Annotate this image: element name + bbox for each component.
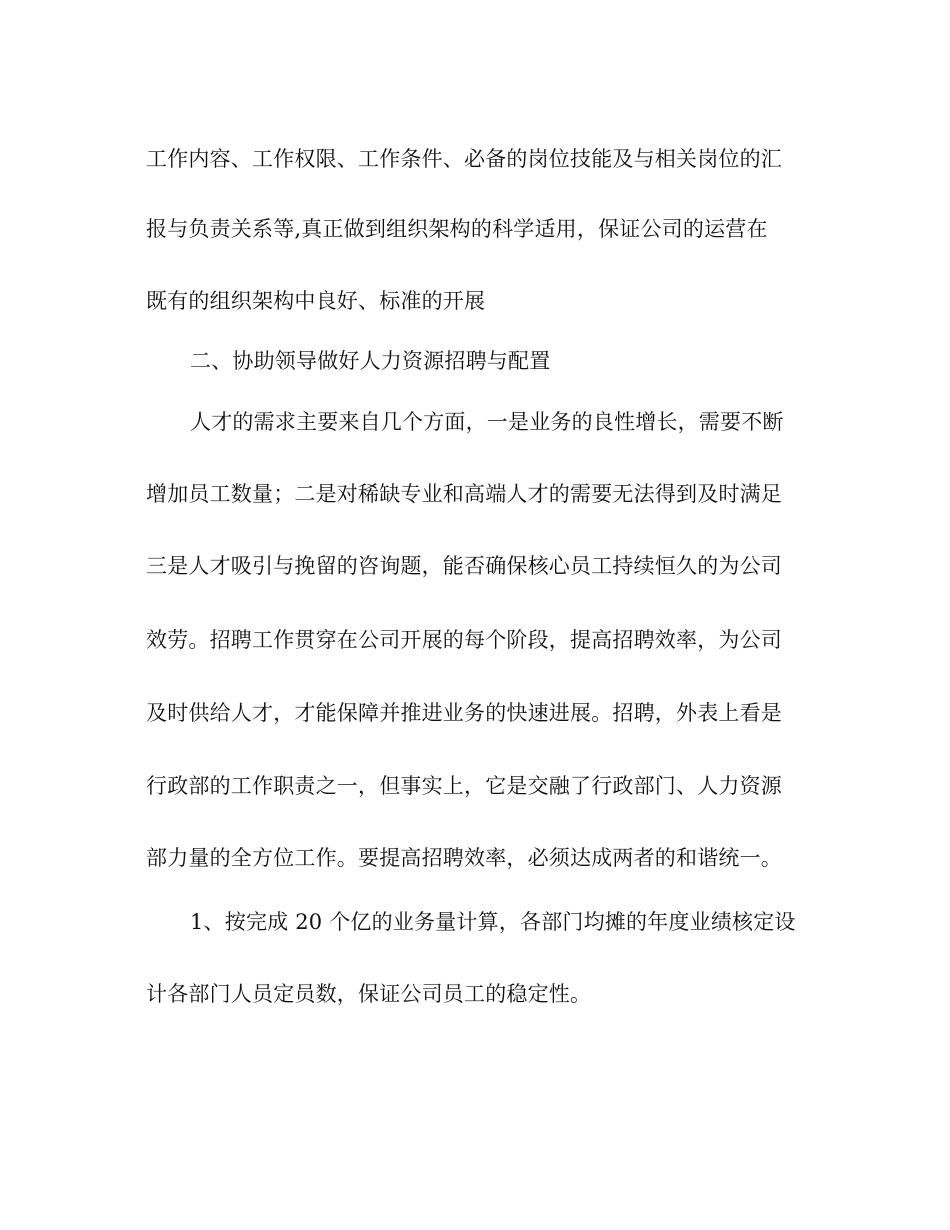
paragraph-line: 效劳。招聘工作贯穿在公司开展的每个阶段，提高招聘效率，为公司 xyxy=(146,628,782,652)
list-item-line: 1、按完成 20 个亿的业务量计算，各部门均摊的年度业绩核定设 xyxy=(190,910,796,934)
paragraph-line: 增加员工数量；二是对稀缺专业和高端人才的需要无法得到及时满足 xyxy=(146,482,782,506)
paragraph-line: 及时供给人才，才能保障并推进业务的快速进展。招聘，外表上看是 xyxy=(146,701,782,725)
section-heading: 二、协助领导做好人力资源招聘与配置 xyxy=(190,349,551,373)
paragraph-line: 工作内容、工作权限、工作条件、必备的岗位技能及与相关岗位的汇 xyxy=(146,147,782,171)
paragraph-line: 既有的组织架构中良好、标准的开展 xyxy=(146,289,486,313)
paragraph-line: 报与负责关系等,真正做到组织架构的科学适用，保证公司的运营在 xyxy=(146,217,768,241)
paragraph-line: 部力量的全方位工作。要提高招聘效率，必须达成两者的和谐统一。 xyxy=(146,846,782,870)
paragraph-line: 行政部的工作职责之一，但事实上，它是交融了行政部门、人力资源 xyxy=(146,774,782,798)
paragraph-line: 三是人才吸引与挽留的咨询题，能否确保核心员工持续恒久的为公司 xyxy=(146,554,782,578)
paragraph-line: 计各部门人员定员数，保证公司员工的稳定性。 xyxy=(146,982,592,1006)
paragraph-line: 人才的需求主要来自几个方面，一是业务的良性增长，需要不断 xyxy=(190,410,784,434)
